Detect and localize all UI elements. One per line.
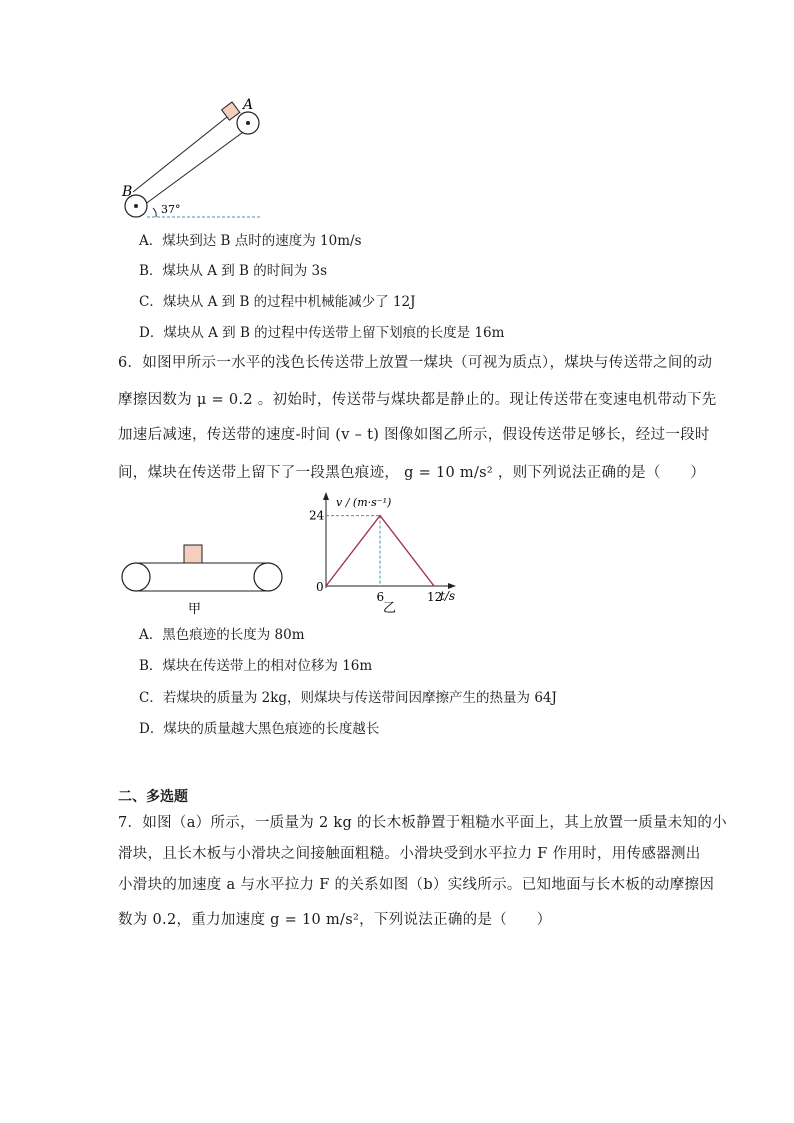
- belt-edge-lower: [133, 113, 232, 192]
- section-heading: 二、多选题: [118, 789, 188, 805]
- coal-block: [184, 545, 202, 563]
- q6-option-d[interactable]: D．煤块的质量越大黑色痕迹的长度越长: [139, 721, 380, 737]
- pulley-right: [254, 563, 282, 591]
- q7-line-3: 小滑块的加速度 a 与水平拉力 F 的关系如图（b）实线所示。已知地面与长木板的动摩擦因: [118, 877, 715, 893]
- q6-line-4: 间，煤块在传送带上留下了一段黑色痕迹， g = 10 m/s² ，则下列说法正确的是（ ）: [118, 465, 706, 481]
- angle-label: 37°: [161, 203, 181, 216]
- pulley-b-axle: [134, 204, 138, 208]
- q7-line-2: 滑块，且长木板与小滑块之间接触面粗糙。小滑块受到水平拉力 F 作用时，用传感器测出: [118, 846, 701, 862]
- label-b: B: [122, 184, 133, 200]
- angle-arc: [153, 208, 156, 217]
- origin-label: 0: [316, 580, 324, 594]
- data-point: [325, 585, 327, 587]
- q6-option-a[interactable]: A．黑色痕迹的长度为 80m: [139, 627, 305, 643]
- q6-line-3: 加速后减速，传送带的速度-时间 (v – t) 图像如图乙所示，假设传送带足够长，经过一段时: [118, 427, 710, 443]
- q5-option-a[interactable]: A．煤块到达 B 点时的速度为 10m/s: [139, 233, 362, 249]
- incline-conveyor-figure: [110, 92, 280, 227]
- y-axis-label: v / (m·s⁻¹): [336, 496, 392, 509]
- q6-option-c[interactable]: C．若煤块的质量为 2kg，则煤块与传送带间因摩擦产生的热量为 64J: [139, 690, 557, 706]
- label-a: A: [243, 97, 254, 113]
- q6-line-1: 6．如图甲所示一水平的浅色长传送带上放置一煤块（可视为质点），煤块与传送带之间的动: [118, 355, 713, 371]
- q7-line-1: 7．如图（a）所示，一质量为 2 kg 的长木板静置于粗糙水平面上，其上放置一质量未知的小: [118, 815, 727, 831]
- chart-caption: 乙: [383, 601, 397, 616]
- data-point: [433, 585, 435, 587]
- y-tick-label: 24: [309, 508, 325, 523]
- q7-line-4: 数为 0.2，重力加速度 g = 10 m/s²，下列说法正确的是（ ）: [118, 912, 552, 928]
- data-point: [379, 515, 381, 517]
- x-tick-label: 12: [427, 590, 443, 604]
- q5-option-b[interactable]: B．煤块从 A 到 B 的时间为 3s: [139, 263, 328, 279]
- q6-option-b[interactable]: B．煤块在传送带上的相对位移为 16m: [139, 658, 373, 674]
- q6-line-2: 摩擦因数为 μ = 0.2 。初始时，传送带与煤块都是静止的。现让传送带在变速电机带动下先: [118, 392, 717, 408]
- coal-block: [222, 102, 240, 120]
- q5-option-c[interactable]: C．煤块从 A 到 B 的过程中机械能减少了 12J: [139, 294, 416, 310]
- q5-option-d[interactable]: D．煤块从 A 到 B 的过程中传送带上留下划痕的长度是 16m: [139, 325, 505, 341]
- pulley-a-axle: [246, 121, 250, 125]
- x-axis-label: t/s: [440, 589, 456, 603]
- pulley-left: [122, 563, 150, 591]
- figure-jia-caption: 甲: [188, 602, 202, 617]
- y-axis-arrow: [323, 492, 329, 500]
- belt-edge-upper: [144, 127, 250, 205]
- vt-chart: [300, 490, 470, 620]
- x-tick-label: 6: [376, 590, 385, 604]
- horizontal-conveyor-figure: [118, 540, 288, 620]
